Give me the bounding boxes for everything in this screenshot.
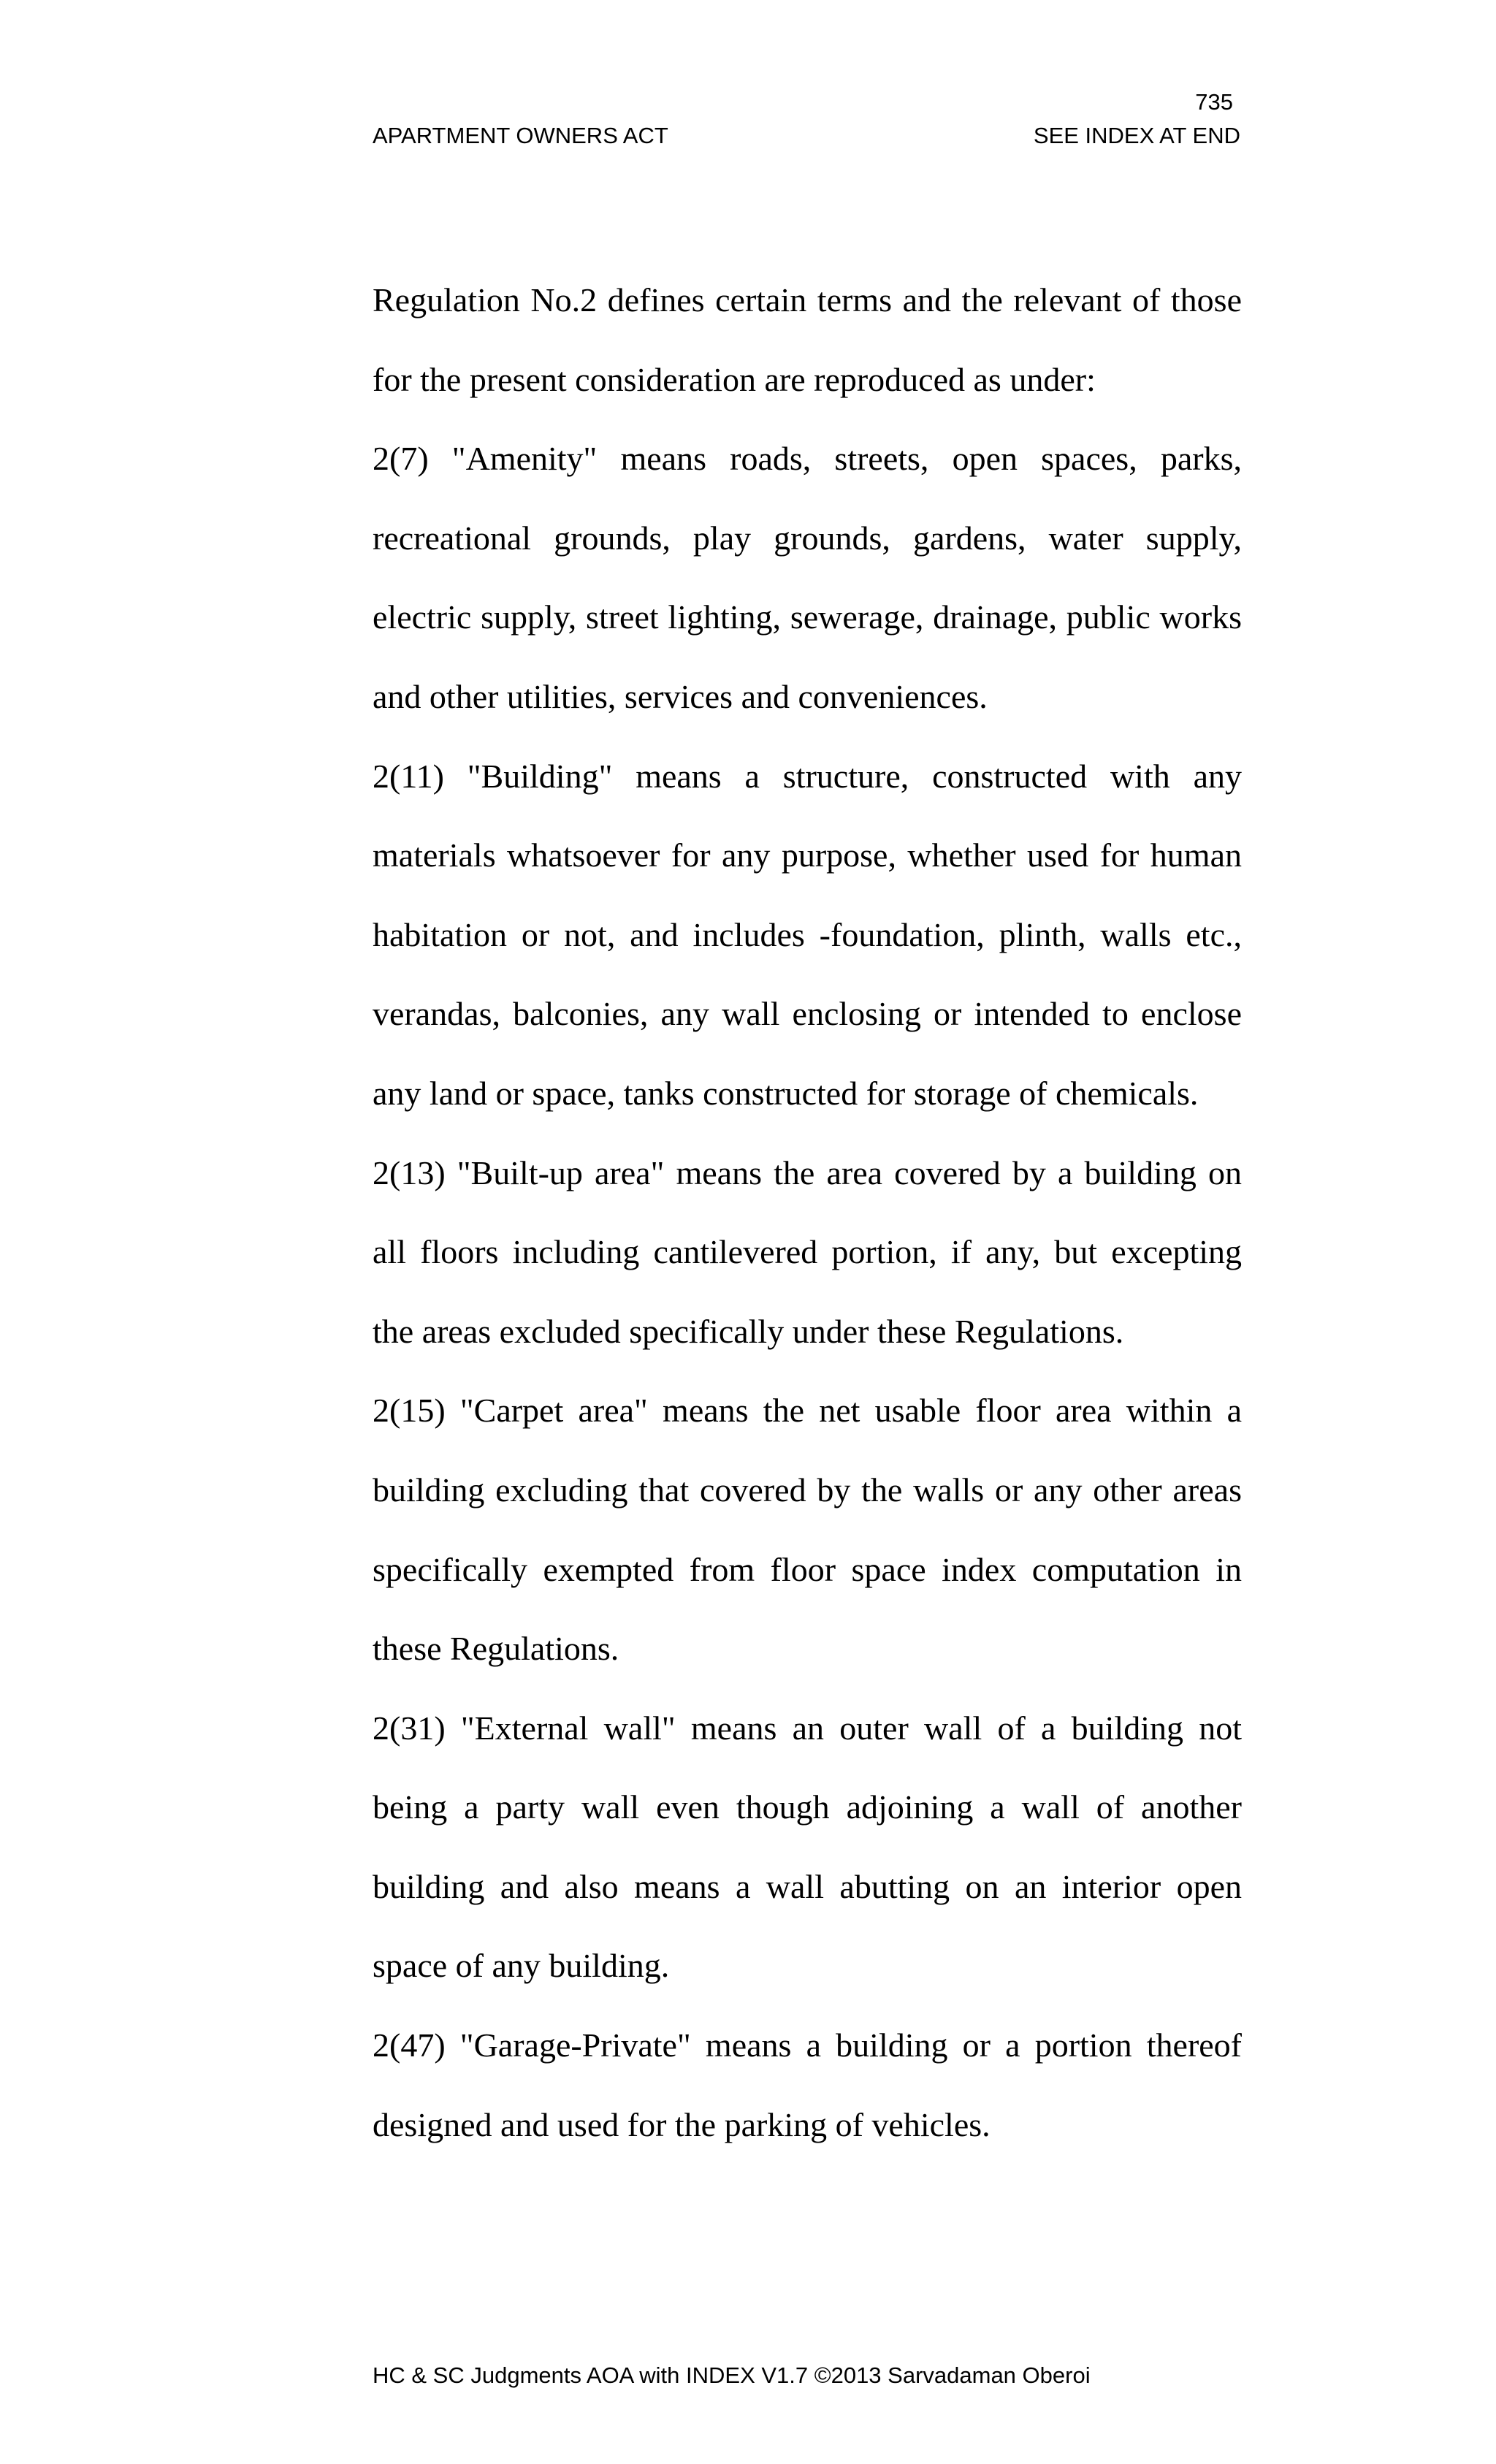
intro-paragraph: Regulation No.2 defines certain terms and the relevant of those for the present consideration are reproduced as under: — [373, 281, 1242, 398]
definition-carpet-area: 2(15) "Carpet area" means the net usable floor area within a building excluding that covered by the walls or any other areas specifically exempted from floor space index computation in these Regulations. — [373, 1392, 1242, 1668]
definition-built-up-area: 2(13) "Built-up area" means the area covered by a building on all floors including cantilevered portion, if any, but excepting the areas excluded specifically under these Regulations. — [373, 1153, 1242, 1350]
header-index-note: SEE INDEX AT END — [1033, 123, 1240, 148]
definition-amenity: 2(7) "Amenity" means roads, streets, open spaces, parks, recreational grounds, play grounds, gardens, water supply, electric supply, street lighting, sewerage, drainage, public works and other utilities, services and conveniences. — [373, 440, 1242, 715]
page-number: 735 — [1195, 89, 1233, 115]
page-body — [373, 261, 1242, 2164]
definition-external-wall: 2(31) "External wall" means an outer wall of a building not being a party wall even though adjoining a wall of another building and also means a wall abutting on an interior open space of any building. — [373, 1709, 1242, 1985]
definition-garage-private: 2(47) "Garage-Private" means a building or a portion thereof designed and used for the parking of vehicles. — [373, 2026, 1242, 2143]
definition-building: 2(11) "Building" means a structure, constructed with any materials whatsoever for any purpose, whether used for human habitation or not, and includes -foundation, plinth, walls etc., verandas, balconies, any wall enclosing or intended to enclose any land or space, tanks constructed for storage of chemicals. — [373, 757, 1242, 1112]
header-act-title: APARTMENT OWNERS ACT — [373, 123, 668, 148]
running-footer: HC & SC Judgments AOA with INDEX V1.7 ©2013 Sarvadaman Oberoi — [373, 2362, 1091, 2388]
running-header — [373, 121, 1240, 150]
